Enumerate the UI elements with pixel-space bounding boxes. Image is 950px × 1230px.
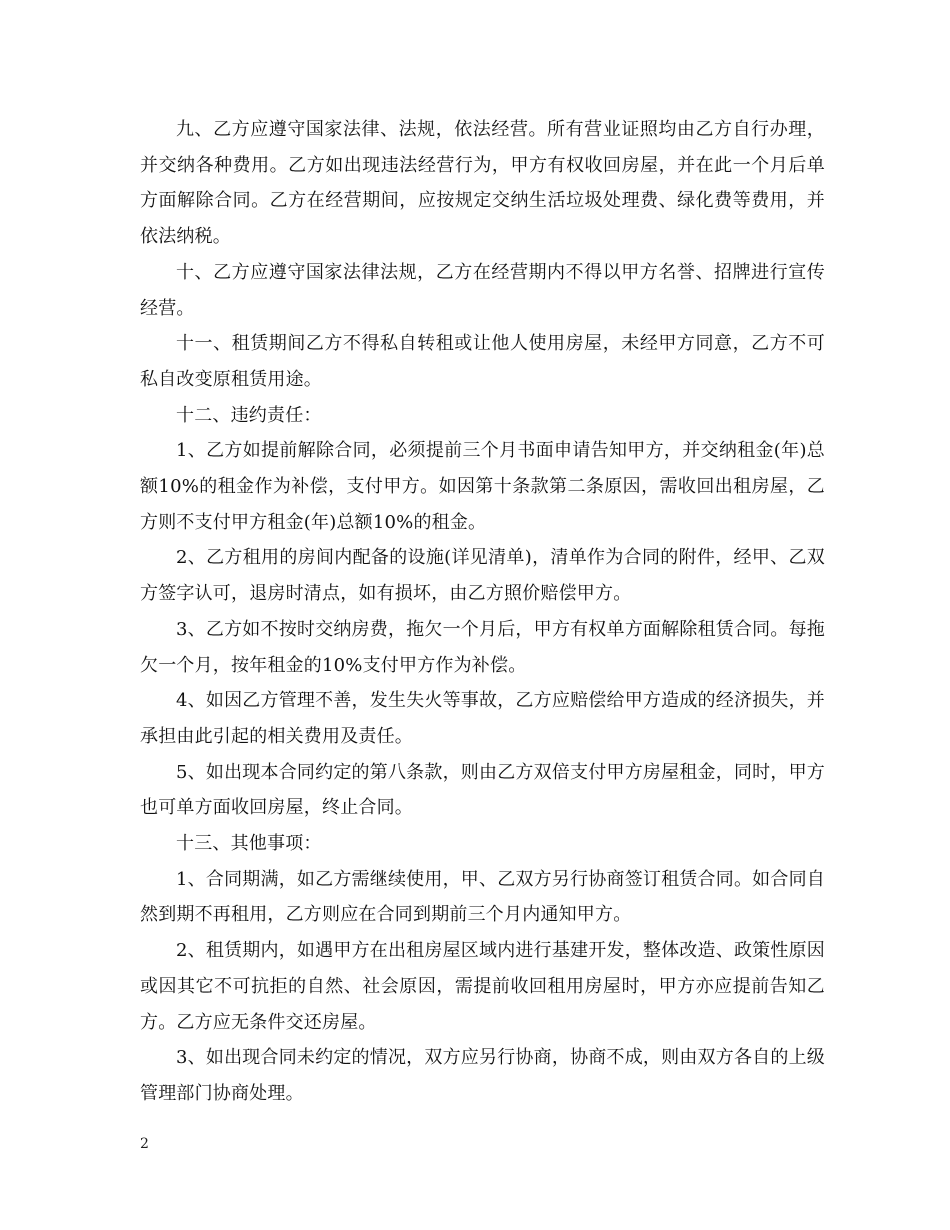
clause-twelve-item-2: 2、乙方租用的房间内配备的设施(详见清单)，清单作为合同的附件，经甲、乙双方签字认可，退房时清点，如有损坏，由乙方照价赔偿甲方。: [140, 547, 825, 605]
clause-twelve-item-4: 4、如因乙方管理不善，发生失火等事故，乙方应赔偿给甲方造成的经济损失，并承担由此引起的相关费用及责任。: [140, 690, 825, 747]
contract-body: [140, 112, 825, 1112]
clause-thirteen-item-3: 3、如出现合同未约定的情况，双方应另行协商，协商不成，则由双方各自的上级管理部门协商处理。: [140, 1047, 825, 1104]
clause-ten: 十、乙方应遵守国家法律法规，乙方在经营期内不得以甲方名誉、招牌进行宣传经营。: [140, 261, 825, 319]
page-number: 2: [140, 1136, 149, 1152]
clause-thirteen-item-1: 1、合同期满，如乙方需继续使用，甲、乙双方另行协商签订租赁合同。如合同自然到期不再租用，乙方则应在合同到期前三个月内通知甲方。: [140, 868, 825, 926]
clause-twelve-heading: 十二、违约责任：: [176, 404, 322, 426]
clause-twelve-item-5: 5、如出现本合同约定的第八条款，则由乙方双倍支付甲方房屋租金，同时，甲方也可单方面收回房屋，终止合同。: [140, 761, 825, 819]
clause-eleven: 十一、租赁期间乙方不得私自转租或让他人使用房屋，未经甲方同意，乙方不可私自改变原租赁用途。: [140, 333, 825, 390]
clause-twelve-item-1: 1、乙方如提前解除合同，必须提前三个月书面申请告知甲方，并交纳租金(年)总额10%的租金作为补偿，支付甲方。如因第十条款第二条原因，需收回出租房屋，乙方则不支付甲方租金(年)总额10%的租金。: [140, 440, 825, 533]
clause-thirteen-heading: 十三、其他事项：: [176, 833, 322, 855]
clause-thirteen-item-2: 2、租赁期内，如遇甲方在出租房屋区域内进行基建开发，整体改造、政策性原因或因其它不可抗拒的自然、社会原因，需提前收回租用房屋时，甲方亦应提前告知乙方。乙方应无条件交还房屋。: [140, 940, 825, 1033]
clause-twelve-item-3: 3、乙方如不按时交纳房费，拖欠一个月后，甲方有权单方面解除租赁合同。每拖欠一个月，按年租金的10%支付甲方作为补偿。: [140, 618, 825, 676]
clause-nine: 九、乙方应遵守国家法律、法规，依法经营。所有营业证照均由乙方自行办理，并交纳各种费用。乙方如出现违法经营行为，甲方有权收回房屋，并在此一个月后单方面解除合同。乙方在经营期间，应按规定交纳生活垃圾处理费、绿化费等费用，并依法纳税。: [140, 119, 825, 248]
